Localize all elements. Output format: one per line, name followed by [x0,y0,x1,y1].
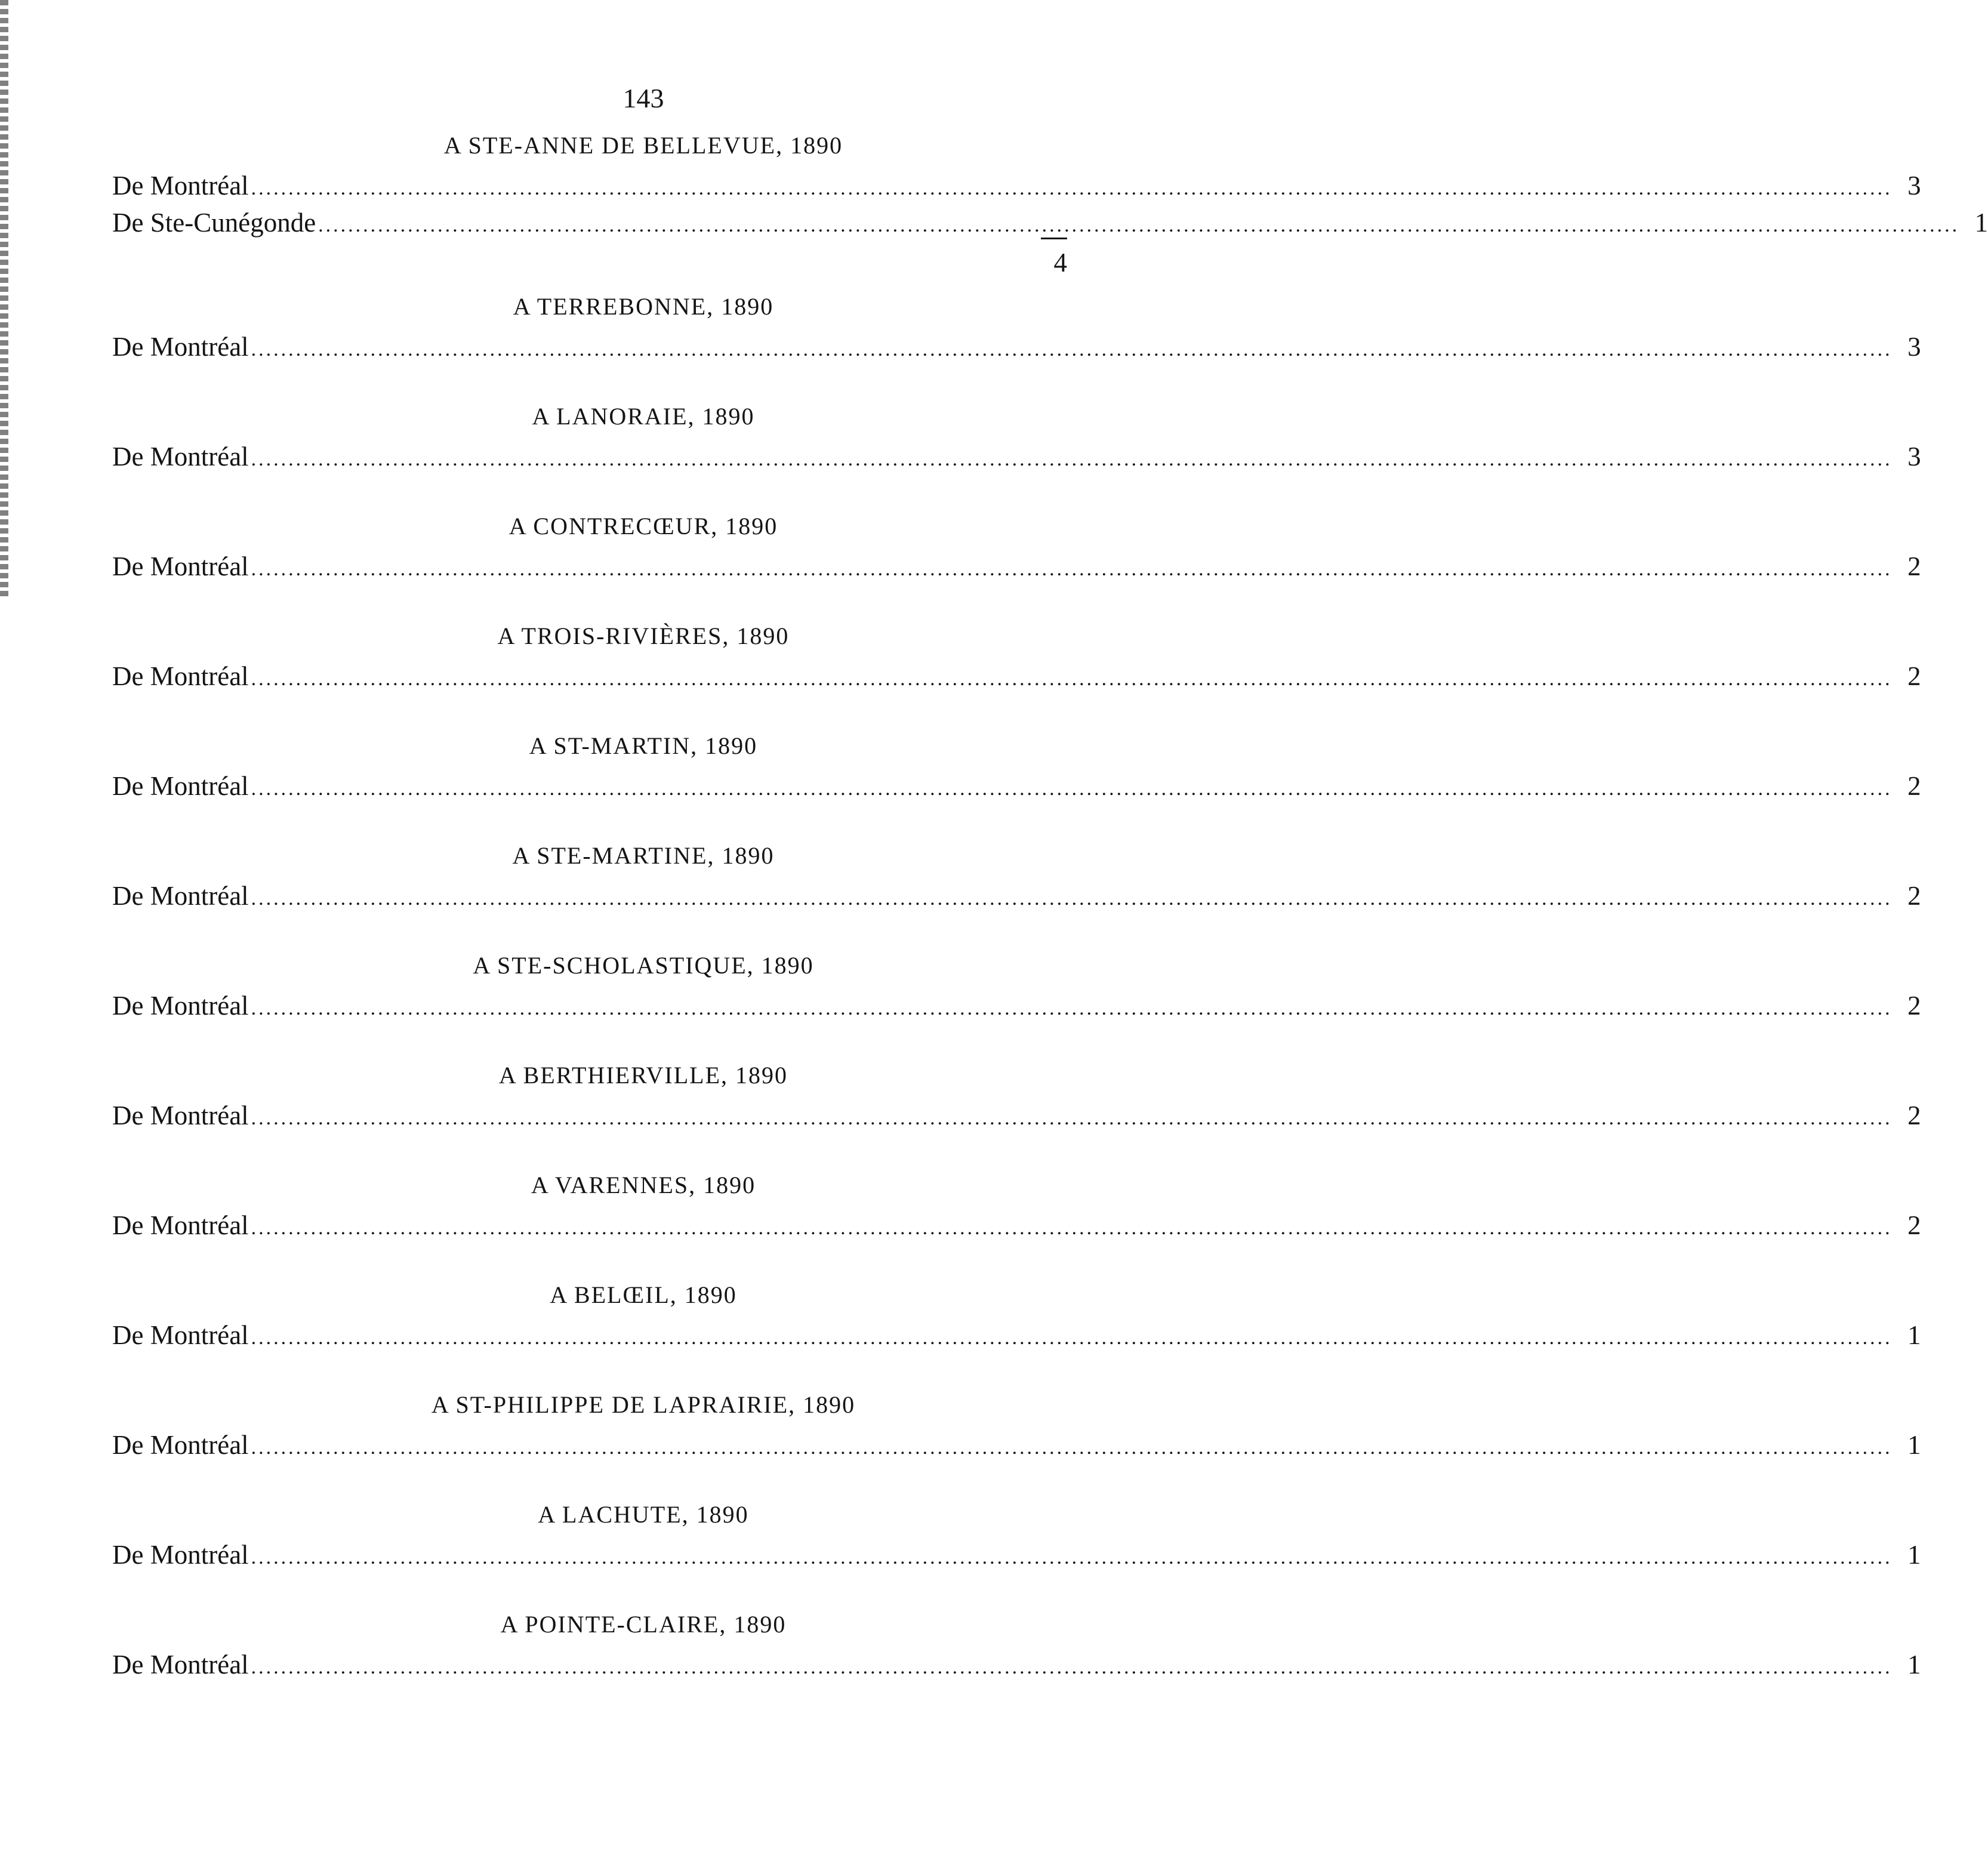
section-heading: A TROIS-RIVIÈRES, 1890 [497,623,790,649]
section [112,834,1921,914]
section [112,1164,1921,1244]
entry-row [112,167,1921,204]
entry-row [112,1536,1921,1573]
entry-origin: De Montréal [112,1430,249,1460]
dot-leader: ............................................................................................................................................................................................................................ [251,1107,1893,1129]
entry-count: 3 [1907,442,1921,472]
section [112,285,1921,365]
dot-leader: ............................................................................................................................................................................................................................ [251,778,1893,800]
entry-row [112,548,1921,585]
entry-row [112,877,1921,914]
section-heading: A LANORAIE, 1890 [532,403,755,430]
entry-row [112,658,1921,695]
entry-origin: De Ste-Cunégonde [112,208,316,238]
section [112,1054,1921,1134]
entry-origin: De Montréal [112,1210,249,1240]
entry-row [112,987,1921,1024]
section-heading: A STE-ANNE DE BELLEVUE, 1890 [443,132,843,159]
section-heading: A BERTHIERVILLE, 1890 [498,1062,788,1089]
section [112,395,1921,475]
entry-count: 1 [1974,208,1988,238]
dot-leader: ............................................................................................................................................................................................................................ [251,338,1893,360]
dot-leader: ............................................................................................................................................................................................................................ [251,1546,1893,1568]
entry-row [112,204,1988,241]
entry-origin: De Montréal [112,442,249,472]
section [112,615,1921,695]
section [112,725,1921,805]
section-heading: A BELŒIL, 1890 [550,1281,737,1308]
entry-count: 2 [1907,1210,1921,1240]
section [112,1493,1921,1573]
section [112,944,1921,1024]
section-heading: A STE-SCHOLASTIQUE, 1890 [473,952,814,979]
entry-row [112,1097,1921,1134]
section [112,1383,1921,1463]
dot-leader: ............................................................................................................................................................................................................................ [251,1656,1893,1678]
section-heading: A STE-MARTINE, 1890 [512,842,775,869]
entry-total: 4 [1041,238,1067,279]
section-heading: A POINTE-CLAIRE, 1890 [500,1611,787,1638]
dot-leader: ............................................................................................................................................................................................................................ [251,997,1893,1019]
entry-origin: De Montréal [112,1650,249,1679]
entry-origin: De Montréal [112,171,249,201]
entry-origin: De Montréal [112,1540,249,1570]
dot-leader: ............................................................................................................................................................................................................................ [251,558,1893,580]
section-heading: A ST-MARTIN, 1890 [529,732,758,759]
sections-list [112,124,1988,1683]
entry-count: 2 [1907,771,1921,801]
page-number: 143 [622,83,664,113]
section-heading: A CONTRECŒUR, 1890 [508,513,778,540]
entry-origin: De Montréal [112,881,249,911]
entry-row [112,328,1921,365]
entry-count: 1 [1907,1650,1921,1679]
dot-leader: ............................................................................................................................................................................................................................ [251,177,1893,199]
entry-count: 3 [1907,332,1921,362]
entry-origin: De Montréal [112,1101,249,1130]
entry-count: 2 [1907,881,1921,911]
dot-leader: ............................................................................................................................................................................................................................ [318,214,1960,236]
entry-count: 2 [1907,991,1921,1021]
document-page [112,78,1988,1713]
entry-count: 2 [1907,1101,1921,1130]
dot-leader: ............................................................................................................................................................................................................................ [251,1437,1893,1459]
dot-leader: ............................................................................................................................................................................................................................ [251,887,1893,910]
section-heading: A TERREBONNE, 1890 [513,293,774,320]
section-heading: A LACHUTE, 1890 [538,1501,749,1528]
section [112,1603,1921,1683]
entry-origin: De Montréal [112,1320,249,1350]
entry-origin: De Montréal [112,991,249,1021]
entry-origin: De Montréal [112,771,249,801]
entry-row [112,438,1921,475]
dot-leader: ............................................................................................................................................................................................................................ [251,448,1893,470]
entry-count: 2 [1907,551,1921,581]
dot-leader: ............................................................................................................................................................................................................................ [251,1217,1893,1239]
section-heading: A VARENNES, 1890 [531,1172,756,1198]
entry-origin: De Montréal [112,332,249,362]
entry-count: 2 [1907,661,1921,691]
entry-count: 1 [1907,1540,1921,1570]
entry-row [112,1426,1921,1463]
entry-count: 1 [1907,1430,1921,1460]
dot-leader: ............................................................................................................................................................................................................................ [251,668,1893,690]
page-binding-edge [0,0,8,597]
entry-count: 3 [1907,171,1921,201]
section [112,1274,1921,1354]
entry-row [112,768,1921,805]
entry-row [112,1207,1921,1244]
dot-leader: ............................................................................................................................................................................................................................ [251,1327,1893,1349]
section-heading: A ST-PHILIPPE DE LAPRAIRIE, 1890 [431,1391,856,1418]
entry-row [112,1317,1921,1354]
section [112,124,1988,279]
section [112,505,1921,585]
entry-origin: De Montréal [112,551,249,581]
entry-row [112,1646,1921,1683]
entry-origin: De Montréal [112,661,249,691]
entry-count: 1 [1907,1320,1921,1350]
